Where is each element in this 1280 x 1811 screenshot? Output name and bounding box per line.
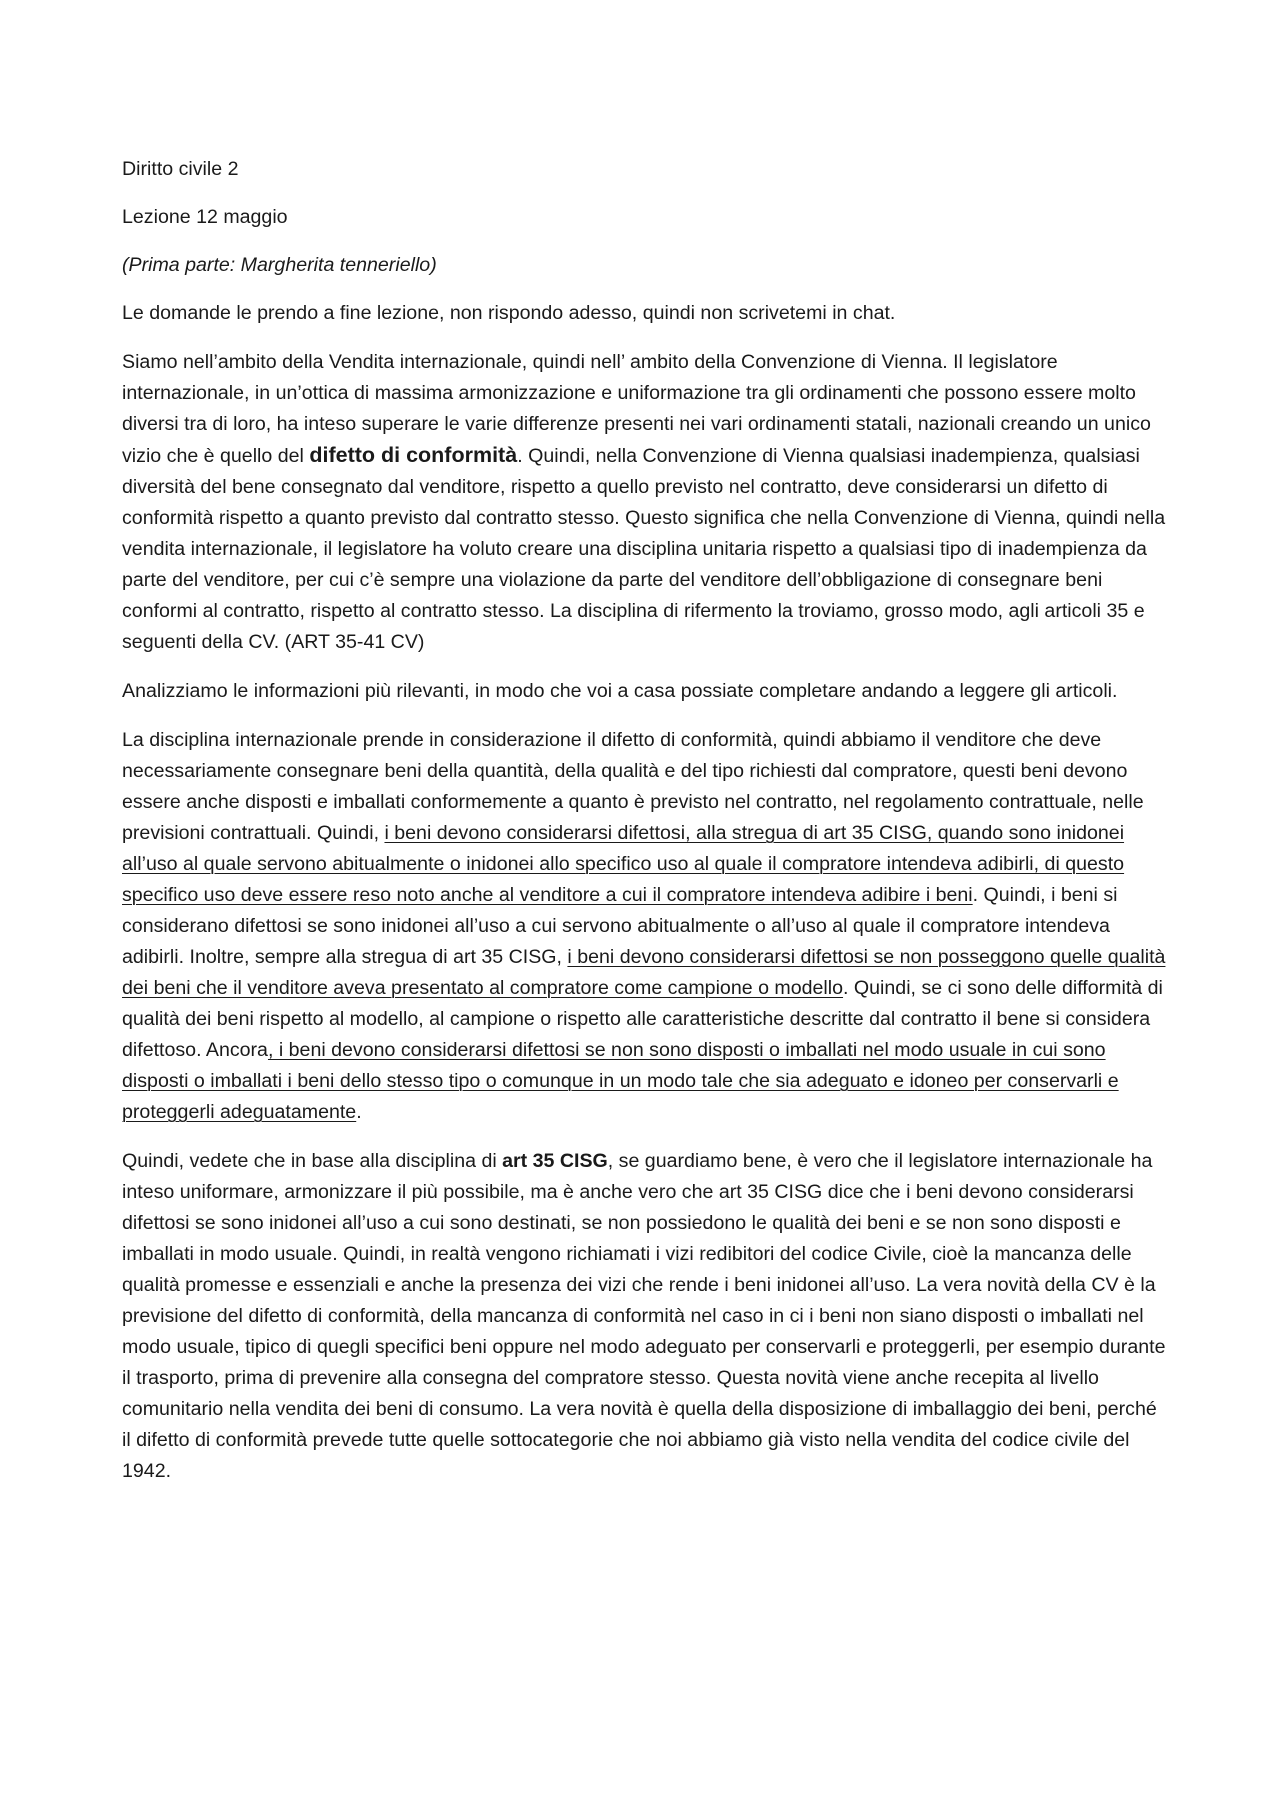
author-note: (Prima parte: Margherita tenneriello) xyxy=(122,254,437,276)
paragraph-4-text-d: . xyxy=(356,1101,362,1123)
paragraph-5 xyxy=(122,1146,1168,1487)
paragraph-4-text-a: La disciplina internazionale prende in considerazione il difetto di conformità, quindi abbiamo il venditore che deve necessariamente consegnare beni della quantità, della qualità e del tipo richiesti dal compratore, questi beni devono essere anche disposti e imballati conformemente a quanto è previsto nel contratto, nel regolamento contrattuale, nelle previsioni contrattuali. Quindi, xyxy=(122,729,1144,844)
paragraph-5-text-a: Quindi, vedete che in base alla disciplina di xyxy=(122,1150,503,1172)
paragraph-2-text-a: Siamo nell’ambito della Vendita internazionale, quindi nell’ ambito della Convenzione di Vienna. Il legislatore internazionale, in un’ottica di massima armonizzazione e uniformazione tra gli ordinamenti che possono essere molto diversi tra di loro, ha inteso superare le varie differenze presenti nei vari ordinamenti statali, nazionali creando un unico vizio che è quello del xyxy=(122,351,1151,467)
bold-term-art-35-cisg: art 35 CISG xyxy=(502,1150,608,1172)
underlined-passage-3: , i beni devono considerarsi difettosi se non sono disposti o imballati nel modo usuale in cui sono disposti o imballati i beni dello stesso tipo o comunque in un modo tale che sia adeguato e idoneo per conservarli e proteggerli adeguatamente xyxy=(122,1039,1119,1123)
paragraph-5-text-c: , se guardiamo bene, è vero che il legislatore internazionale ha inteso uniformare, armonizzare il più possibile, ma è anche vero che art 35 CISG dice che i beni devono considerarsi difettosi se sono inidonei all’uso a cui sono destinati, se non possiedono le qualità dei beni e se non sono disposti e imballati in modo usuale. Quindi, in realtà vengono richiamati i vizi redibitori del codice Civile, cioè la mancanza delle qualità promesse e essenziali e anche la presenza dei vizi che rende i beni inidonei all’uso. La vera novità della CV è la previsione del difetto di conformità, della mancanza di conformità nel caso in ci i beni non siano disposti o imballati nel modo usuale, tipico di quegli specifici beni oppure nel modo adeguato per conservarli e proteggerli, per esempio durante il trasporto, prima di prevenire alla consegna del compratore stesso. Questa novità viene anche recepita al livello comunitario nella vendita dei beni di consumo. La vera novità è quella della disposizione di imballaggio dei beni, perché il difetto di conformità prevede tutte quelle sottocategorie che noi abbiamo già visto nella vendita del codice civile del 1942. xyxy=(122,1150,1166,1482)
paragraph-4 xyxy=(122,725,1168,1128)
bold-term-difetto-di-conformita: difetto di conformità xyxy=(309,443,518,467)
paragraph-1: Le domande le prendo a fine lezione, non rispondo adesso, quindi non scrivetemi in chat. xyxy=(122,302,896,324)
underlined-passage-2: i beni devono considerarsi difettosi se non posseggono quelle qualità dei beni che il venditore aveva presentato al compratore come campione o modello xyxy=(122,946,1166,999)
paragraph-4-text-c: . Quindi, se ci sono delle difformità di qualità dei beni rispetto al modello, al campione o rispetto alle caratteristiche descritte dal contratto il bene si considera difettoso. Ancora xyxy=(122,977,1163,1061)
paragraph-2 xyxy=(122,347,1168,658)
document-page xyxy=(122,154,1168,1505)
paragraph-3: Analizziamo le informazioni più rilevanti, in modo che voi a casa possiate completare andando a leggere gli articoli. xyxy=(122,680,1118,702)
lesson-date: Lezione 12 maggio xyxy=(122,206,288,228)
paragraph-4-text-b: . Quindi, i beni si considerano difettosi se sono inidonei all’uso a cui servono abitualmente o all’uso al quale il compratore intendeva adibirli. Inoltre, sempre alla stregua di art 35 CISG, xyxy=(122,884,1118,968)
paragraph-2-text-c: . Quindi, nella Convenzione di Vienna qualsiasi inadempienza, qualsiasi diversità del bene consegnato dal venditore, rispetto a quello previsto nel contratto, deve considerarsi un difetto di conformità rispetto a quanto previsto dal contratto stesso. Questo significa che nella Convenzione di Vienna, quindi nella vendita internazionale, il legislatore ha voluto creare una disciplina unitaria rispetto a qualsiasi tipo di inadempienza da parte del venditore, per cui c’è sempre una violazione da parte del venditore dell’obbligazione di consegnare beni conformi al contratto, rispetto al contratto stesso. La disciplina di rifermento la troviamo, grosso modo, agli articoli 35 e seguenti della CV. (ART 35-41 CV) xyxy=(122,445,1166,653)
underlined-passage-1: i beni devono considerarsi difettosi, alla stregua di art 35 CISG, quando sono inidonei all’uso al quale servono abitualmente o inidonei allo specifico uso al quale il compratore intendeva adibirli, di questo specifico uso deve essere reso noto anche al venditore a cui il compratore intendeva adibire i beni xyxy=(122,822,1125,906)
document-title: Diritto civile 2 xyxy=(122,158,239,180)
